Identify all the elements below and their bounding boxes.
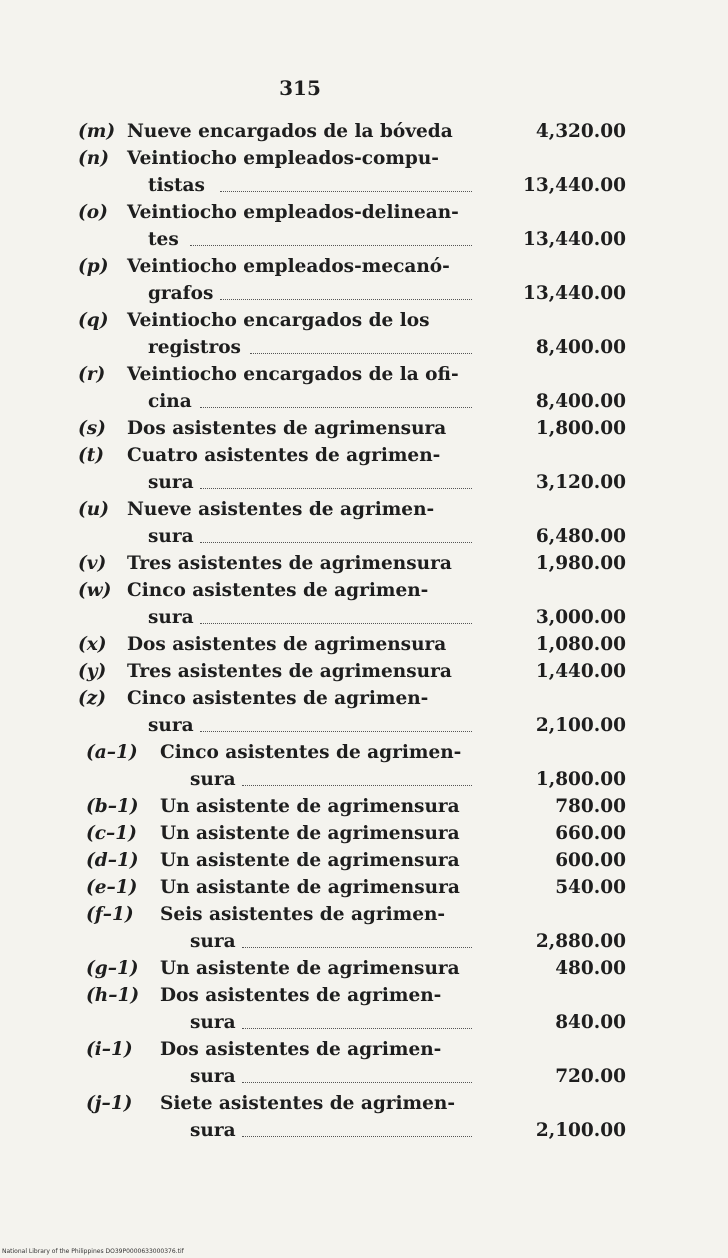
entry-letter: (j–1) — [86, 1093, 133, 1114]
budget-entry — [0, 955, 728, 982]
entry-letter: (p) — [78, 256, 109, 277]
entry-amount: 1,080.00 — [535, 634, 626, 655]
entry-amount: 3,120.00 — [535, 472, 626, 493]
entry-letter: (f–1) — [86, 904, 134, 925]
budget-entry — [0, 982, 728, 1036]
entry-description: Un asistente de agrimensura — [160, 796, 460, 817]
entry-letter: (s) — [78, 418, 106, 439]
entry-description: Cinco asistentes de agrimen- — [127, 580, 429, 601]
dot-leader — [242, 947, 472, 948]
entry-amount: 720.00 — [555, 1066, 626, 1087]
entry-letter: (h–1) — [86, 985, 140, 1006]
budget-entry — [0, 442, 728, 496]
entry-amount: 660.00 — [555, 823, 626, 844]
entry-description: sura — [190, 1012, 236, 1033]
entry-description: Cinco asistentes de agrimen- — [127, 688, 429, 709]
budget-entry — [0, 901, 728, 955]
entry-amount: 1,980.00 — [535, 553, 626, 574]
entry-description: Veintiocho empleados-delinean- — [127, 202, 459, 223]
entry-description: Un asistente de agrimensura — [160, 823, 460, 844]
dot-leader — [242, 1028, 472, 1029]
dot-leader — [250, 353, 472, 354]
entry-letter: (g–1) — [86, 958, 139, 979]
entry-description: sura — [190, 931, 236, 952]
entry-letter: (u) — [78, 499, 109, 520]
entry-description: sura — [190, 1120, 236, 1141]
budget-entry — [0, 820, 728, 847]
entry-amount: 8,400.00 — [535, 337, 626, 358]
budget-entry — [0, 361, 728, 415]
entry-description: Dos asistentes de agrimensura — [127, 634, 447, 655]
entry-amount: 480.00 — [555, 958, 626, 979]
entry-description: Veintiocho empleados-mecanó- — [127, 256, 450, 277]
entry-letter: (m) — [78, 121, 116, 142]
entry-letter: (y) — [78, 661, 107, 682]
entry-description: Veintiocho encargados de los — [127, 310, 430, 331]
dot-leader — [242, 1136, 472, 1137]
budget-entry — [0, 415, 728, 442]
budget-entry — [0, 685, 728, 739]
entry-letter: (e–1) — [86, 877, 138, 898]
entry-description: tistas — [148, 175, 205, 196]
dot-leader — [200, 488, 472, 489]
dot-leader — [200, 731, 472, 732]
entry-description: Veintiocho empleados-compu- — [127, 148, 439, 169]
entry-description: Cuatro asistentes de agrimen- — [127, 445, 441, 466]
budget-entry — [0, 1036, 728, 1090]
entry-description: sura — [190, 1066, 236, 1087]
entry-description: Cinco asistentes de agrimen- — [160, 742, 462, 763]
budget-entry — [0, 496, 728, 550]
entry-amount: 13,440.00 — [523, 283, 626, 304]
budget-entry — [0, 1090, 728, 1144]
entry-description: Seis asistentes de agrimen- — [160, 904, 446, 925]
entry-letter: (r) — [78, 364, 106, 385]
budget-entry — [0, 739, 728, 793]
budget-entry — [0, 577, 728, 631]
entry-letter: (x) — [78, 634, 107, 655]
dot-leader — [220, 191, 472, 192]
entry-letter: (n) — [78, 148, 109, 169]
entry-description: registros — [148, 337, 241, 358]
entry-amount: 8,400.00 — [535, 391, 626, 412]
entry-letter: (q) — [78, 310, 109, 331]
scan-footer: National Library of the Philippines DO39P0000633000376.tif — [2, 1248, 184, 1255]
dot-leader — [242, 785, 472, 786]
budget-entry — [0, 145, 728, 199]
entry-letter: (t) — [78, 445, 105, 466]
dot-leader — [200, 542, 472, 543]
budget-entry — [0, 550, 728, 577]
budget-entry — [0, 307, 728, 361]
entry-amount: 1,800.00 — [535, 418, 626, 439]
entry-list — [0, 118, 728, 1144]
entry-description: Dos asistentes de agrimen- — [160, 985, 442, 1006]
entry-amount: 1,440.00 — [535, 661, 626, 682]
entry-amount: 13,440.00 — [523, 175, 626, 196]
entry-letter: (i–1) — [86, 1039, 133, 1060]
dot-leader — [242, 1082, 472, 1083]
entry-letter: (a–1) — [86, 742, 138, 763]
dot-leader — [190, 245, 472, 246]
budget-entry — [0, 847, 728, 874]
entry-amount: 780.00 — [555, 796, 626, 817]
budget-entry — [0, 118, 728, 145]
entry-amount: 6,480.00 — [535, 526, 626, 547]
entry-amount: 2,100.00 — [535, 715, 626, 736]
dot-leader — [200, 623, 472, 624]
entry-description: grafos — [148, 283, 214, 304]
entry-description: Nueve asistentes de agrimen- — [127, 499, 435, 520]
entry-letter: (v) — [78, 553, 107, 574]
entry-description: Un asistante de agrimensura — [160, 877, 460, 898]
entry-amount: 840.00 — [555, 1012, 626, 1033]
entry-letter: (c–1) — [86, 823, 137, 844]
entry-amount: 2,880.00 — [535, 931, 626, 952]
entry-description: Nueve encargados de la bóveda — [127, 121, 453, 142]
entry-amount: 540.00 — [555, 877, 626, 898]
entry-description: Siete asistentes de agrimen- — [160, 1093, 456, 1114]
entry-description: Dos asistentes de agrimen- — [160, 1039, 442, 1060]
page-number: 315 — [279, 76, 321, 100]
entry-amount: 1,800.00 — [535, 769, 626, 790]
entry-letter: (z) — [78, 688, 107, 709]
entry-amount: 4,320.00 — [535, 121, 626, 142]
budget-entry — [0, 874, 728, 901]
entry-description: Dos asistentes de agrimensura — [127, 418, 447, 439]
entry-letter: (o) — [78, 202, 108, 223]
entry-description: Tres asistentes de agrimensura — [127, 553, 452, 574]
budget-entry — [0, 658, 728, 685]
dot-leader — [220, 299, 472, 300]
entry-description: Un asistente de agrimensura — [160, 850, 460, 871]
dot-leader — [200, 407, 472, 408]
entry-letter: (d–1) — [86, 850, 139, 871]
entry-amount: 600.00 — [555, 850, 626, 871]
entry-description: Un asistente de agrimensura — [160, 958, 460, 979]
entry-description: sura — [148, 472, 194, 493]
budget-entry — [0, 199, 728, 253]
budget-entry — [0, 793, 728, 820]
budget-entry — [0, 631, 728, 658]
entry-description: sura — [148, 526, 194, 547]
entry-description: cina — [148, 391, 192, 412]
entry-description: sura — [190, 769, 236, 790]
entry-amount: 3,000.00 — [535, 607, 626, 628]
entry-amount: 2,100.00 — [535, 1120, 626, 1141]
entry-description: Veintiocho encargados de la ofi- — [127, 364, 459, 385]
budget-entry — [0, 253, 728, 307]
entry-amount: 13,440.00 — [523, 229, 626, 250]
entry-description: sura — [148, 715, 194, 736]
entry-letter: (w) — [78, 580, 112, 601]
entry-description: tes — [148, 229, 179, 250]
entry-description: Tres asistentes de agrimensura — [127, 661, 452, 682]
entry-description: sura — [148, 607, 194, 628]
entry-letter: (b–1) — [86, 796, 139, 817]
